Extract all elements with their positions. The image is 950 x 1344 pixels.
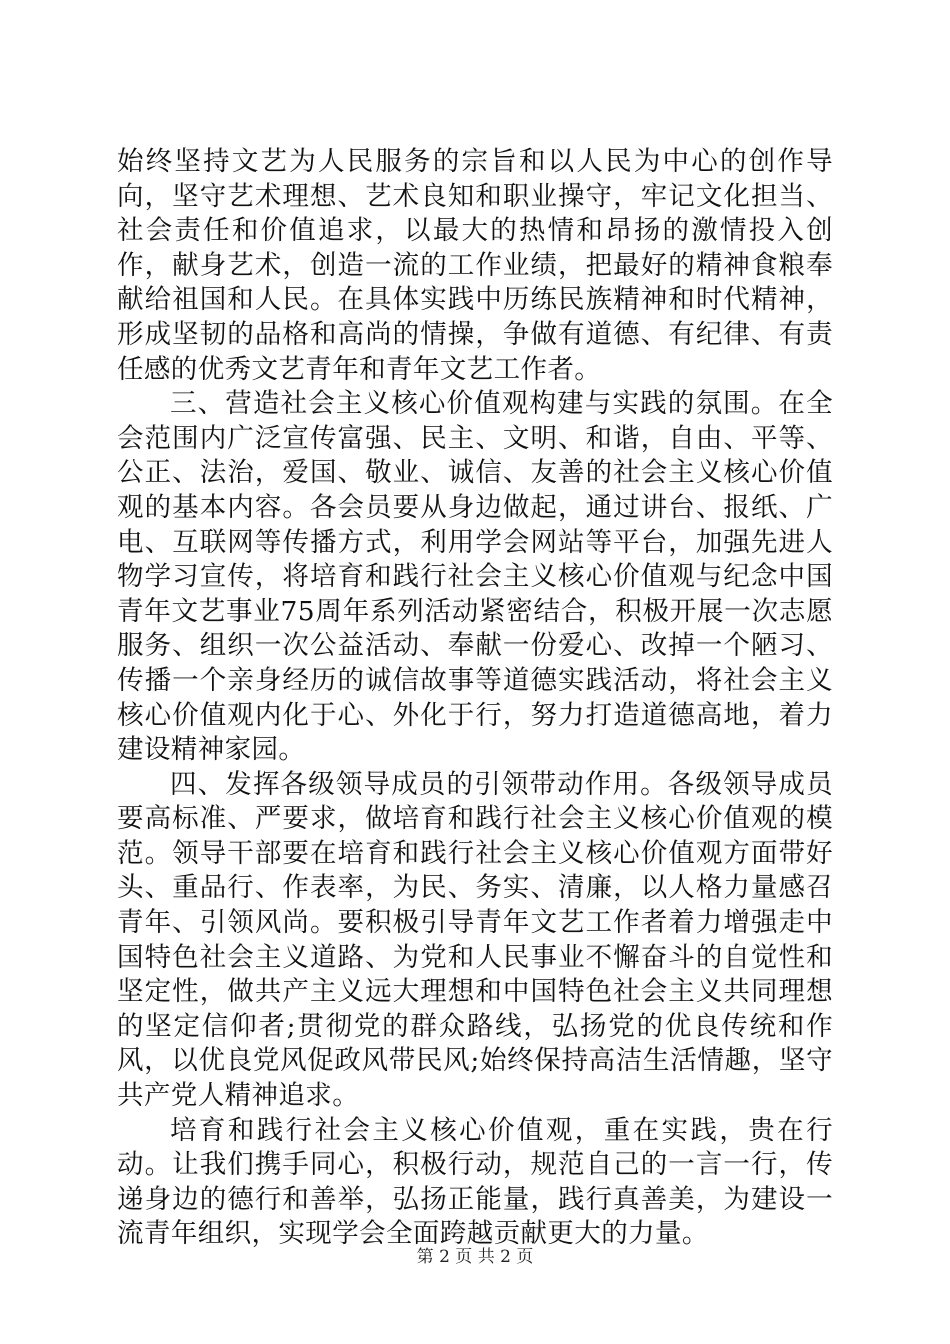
paragraph-conclusion: 培育和践行社会主义核心价值观，重在实践，贵在行动。让我们携手同心，积极行动，规范自己的一言一行，传递身边的德行和善举，弘扬正能量，践行真善美，为建设一流青年组织，实现学会全面跨越贡献更大的力量。 xyxy=(117,1114,833,1250)
paragraph-continuation: 始终坚持文艺为人民服务的宗旨和以人民为中心的创作导向，坚守艺术理想、艺术良知和职业操守，牢记文化担当、社会责任和价值追求，以最大的热情和昂扬的激情投入创作，献身艺术，创造一流的工作业绩，把最好的精神食粮奉献给祖国和人民。在具体实践中历练民族精神和时代精神，形成坚韧的品格和高尚的情操，争做有道德、有纪律、有责任感的优秀文艺青年和青年文艺工作者。 xyxy=(117,146,833,385)
paragraph-section-four: 四、发挥各级领导成员的引领带动作用。各级领导成员要高标准、严要求，做培育和践行社会主义核心价值观的模范。领导干部要在培育和践行社会主义核心价值观方面带好头、重品行、作表率，为民、务实、清廉，以人格力量感召青年、引领风尚。要积极引导青年文艺工作者着力增强走中国特色社会主义道路、为党和人民事业不懈奋斗的自觉性和坚定性，做共产主义远大理想和中国特色社会主义共同理想的坚定信仰者;贯彻党的群众路线，弘扬党的优良传统和作风，以优良党风促政风带民风;始终保持高洁生活情趣，坚守共产党人精神追求。 xyxy=(117,768,833,1112)
paragraph-section-three: 三、营造社会主义核心价值观构建与实践的氛围。在全会范围内广泛宣传富强、民主、文明、和谐，自由、平等、公正、法治，爱国、敬业、诚信、友善的社会主义核心价值观的基本内容。各会员要从身边做起，通过讲台、报纸、广电、互联网等传播方式，利用学会网站等平台，加强先进人物学习宣传，将培育和践行社会主义核心价值观与纪念中国青年文艺事业75周年系列活动紧密结合，积极开展一次志愿服务、组织一次公益活动、奉献一份爱心、改掉一个陋习、传播一个亲身经历的诚信故事等道德实践活动，将社会主义核心价值观内化于心、外化于行，努力打造道德高地，着力建设精神家园。 xyxy=(117,388,833,766)
document-body xyxy=(117,145,833,1252)
page-number-footer: 第 2 页 共 2 页 xyxy=(416,1247,534,1267)
